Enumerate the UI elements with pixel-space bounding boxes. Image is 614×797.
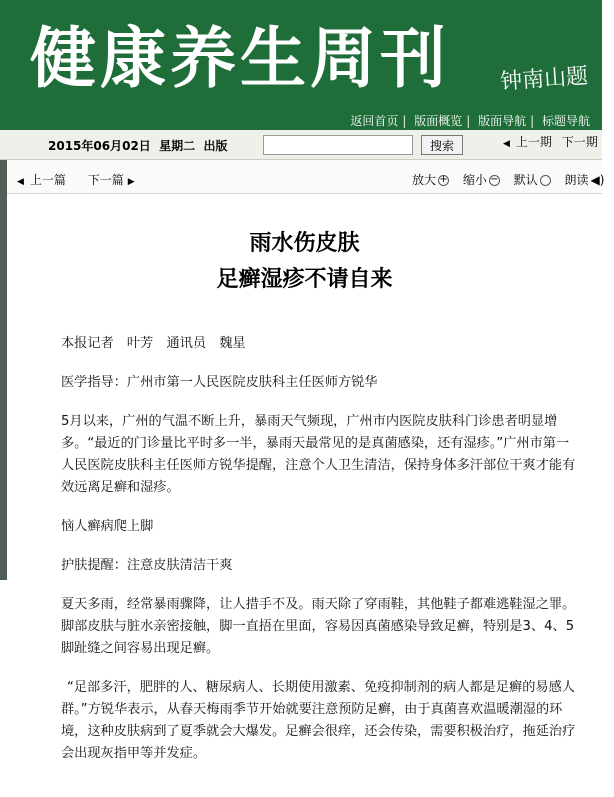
medical-advisor: 医学指导：广州市第一人民医院皮肤科主任医师方锐华	[61, 375, 378, 390]
article-pager	[17, 171, 153, 188]
triangle-right-icon: ▶	[127, 177, 135, 187]
next-issue-label: 下一期	[561, 135, 598, 149]
nav-title-navigation-link[interactable]: 标题导航	[541, 114, 590, 128]
paragraph: 5月以来，广州的气温不断上升，暴雨天气频现，广州市内医院皮肤科门诊患者明显增多。“最近的门诊量比平时多一半，暴雨天最常见的是真菌感染，还有湿疹。”广州市第一人民医院皮肤科主任医师方锐华提醒，注意个人卫生清洁，保持身体多汗部位干爽才能有效远离足癣和湿疹。	[61, 414, 576, 495]
issue-navigation	[497, 133, 598, 150]
nav-page-navigation-link[interactable]: 版面导航	[478, 114, 527, 128]
left-border-strip	[0, 160, 7, 580]
reading-tools	[412, 171, 614, 188]
triangle-left-icon: ◀	[17, 177, 24, 187]
subheading: 护肤提醒：注意皮肤清洁干爽	[61, 558, 233, 573]
headline-line-1: 雨水伤皮肤	[249, 230, 360, 256]
zoom-in-button[interactable]	[412, 173, 449, 187]
nav-separator: |	[530, 114, 535, 128]
article-headline	[7, 225, 602, 297]
nav-separator: |	[402, 114, 407, 128]
headline-line-2: 足癣湿疹不请自来	[216, 266, 393, 292]
default-size-label: 默认	[513, 173, 538, 187]
paragraph: 夏天多雨，经常暴雨骤降，让人措手不及。雨天除了穿雨鞋，其他鞋子都难逃鞋湿之罪。脚部皮肤与脏水亲密接触，脚一直捂在里面，容易因真菌感染导致足癣，特别是3、4、5脚趾缝之间容易出现足癣。	[61, 597, 576, 656]
circle-icon	[540, 175, 551, 186]
nav-home-link[interactable]: 返回首页	[350, 114, 399, 128]
next-article-link[interactable]	[88, 173, 135, 187]
subheading: 恼人癣病爬上脚	[61, 519, 154, 534]
zoom-out-button[interactable]	[463, 173, 500, 187]
minus-circle-icon: −	[490, 174, 499, 185]
weekday-text: 星期二	[159, 139, 196, 153]
article-body	[61, 333, 581, 782]
default-size-button[interactable]	[514, 173, 551, 187]
top-navigation	[350, 112, 590, 129]
next-issue-link[interactable]	[562, 135, 598, 149]
date-bar	[0, 130, 602, 160]
prev-issue-label: 上一期	[515, 135, 552, 149]
zoom-in-label: 放大	[412, 173, 437, 187]
next-article-label: 下一篇	[87, 173, 124, 187]
prev-article-link[interactable]	[17, 173, 66, 187]
read-aloud-label: 朗读	[564, 173, 589, 187]
issue-date	[48, 137, 228, 154]
prev-issue-link[interactable]	[503, 135, 552, 149]
triangle-left-icon: ◀	[503, 139, 510, 149]
speaker-icon: ◀)	[590, 173, 605, 187]
article-toolbar	[7, 160, 605, 194]
paragraph: “足部多汗，肥胖的人、糖尿病人、长期使用激素、免疫抑制剂的病人都是足癣的易感人群。”方锐华表示，从春天梅雨季节开始就要注意预防足癣，由于真菌喜欢温暖潮湿的环境，这种皮肤病到了夏季就会大爆发。足癣会很痒，还会传染，需要积极治疗，拖延治疗会出现灰指甲等并发症。	[61, 680, 576, 761]
plus-circle-icon: +	[439, 174, 448, 185]
byline: 本报记者 叶芳 通讯员 魏星	[61, 336, 246, 351]
edition-text: 出版	[203, 139, 228, 153]
masthead	[0, 0, 602, 130]
prev-article-label: 上一篇	[29, 173, 66, 187]
calligraphy-signature: 钟南山题	[499, 63, 589, 96]
zoom-out-label: 缩小	[462, 173, 487, 187]
search-button[interactable]: 搜索	[421, 135, 463, 155]
date-text: 2015年06月02日	[48, 139, 151, 153]
nav-separator: |	[466, 114, 471, 128]
search-input[interactable]	[263, 135, 413, 155]
read-aloud-button[interactable]	[565, 173, 605, 187]
article	[7, 195, 602, 797]
nav-page-overview-link[interactable]: 版面概览	[414, 114, 463, 128]
newspaper-logo: 健康养生周刊	[30, 19, 450, 97]
